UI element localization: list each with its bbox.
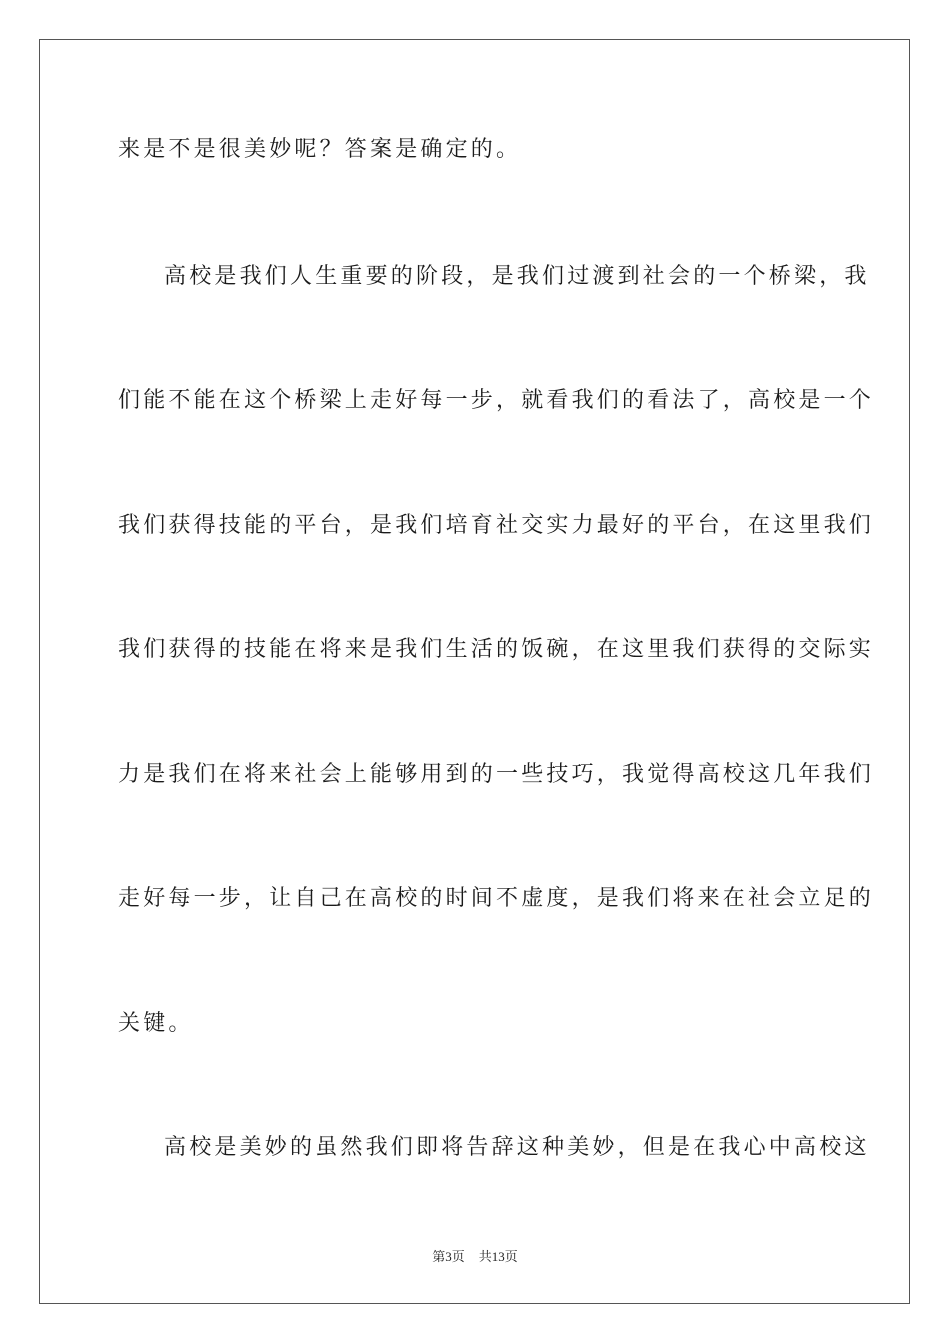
page-border [39, 39, 910, 1304]
body-line-7: 走好每一步，让自己在高校的时间不虚度，是我们将来在社会立足的 [118, 886, 875, 911]
body-line-2: 高校是我们人生重要的阶段，是我们过渡到社会的一个桥梁，我 [164, 264, 870, 289]
page-number: 第3页 [432, 1249, 465, 1264]
page-footer [0, 1248, 950, 1266]
body-line-5: 我们获得的技能在将来是我们生活的饭碗，在这里我们获得的交际实 [118, 637, 875, 662]
body-line-3: 们能不能在这个桥梁上走好每一步，就看我们的看法了，高校是一个 [118, 388, 875, 413]
page-total: 共13页 [478, 1249, 518, 1264]
body-line-6: 力是我们在将来社会上能够用到的一些技巧，我觉得高校这几年我们 [118, 762, 875, 787]
body-line-1: 来是不是很美妙呢？答案是确定的。 [118, 137, 522, 162]
body-line-8: 关键。 [118, 1011, 194, 1036]
body-line-4: 我们获得技能的平台，是我们培育社交实力最好的平台，在这里我们 [118, 513, 875, 538]
body-line-9: 高校是美妙的虽然我们即将告辞这种美妙，但是在我心中高校这 [164, 1135, 870, 1160]
